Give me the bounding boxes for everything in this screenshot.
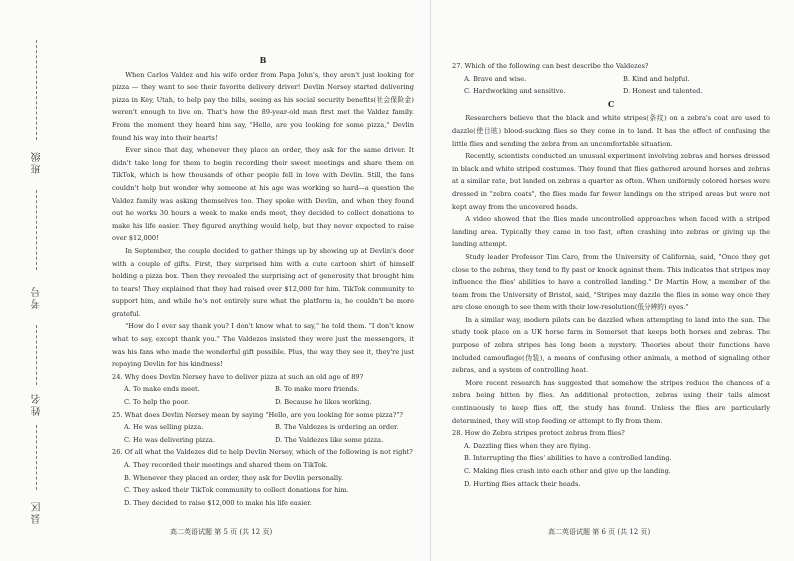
gutter-label-exam-number: 考号: [32, 285, 43, 309]
binding-line: [36, 190, 37, 270]
left-column: [112, 54, 414, 509]
binding-gutter: [0, 0, 60, 561]
section-letter: B: [259, 55, 267, 65]
answer-option: B. To make more friends.: [275, 385, 360, 394]
answer-option: C. Making flies crash into each other and give up the landing.: [464, 467, 671, 475]
answer-option: B. Interrupting the flies' abilities to have a controlled landing.: [464, 454, 672, 463]
section-letter: C: [607, 98, 615, 109]
question-stem: 28. How do Zebra stripes protect zebras from flies?: [452, 429, 625, 438]
passage-paragraph: In September, the couple decided to gather things up by showing up at Devlin's door with a couple of gifts. First, they surprised him with a cute cartoon shirt of himself holding a pizza box. Then they revealed the surprising act of generosity that brought him to tears! They explained that they had raised over $12,000 for him. TikTok community to support him, and while he's not entirely sure what the platform is, he couldn't be more grateful.: [112, 246, 414, 318]
passage-paragraph: Recently, scientists conducted an unusual experiment involving zebras and horses dressed in black and white striped costumes. They found that flies gathered around horses and zebras at a similar rate, but landed on zebras a quarter as often. When uniformly colored horses were dressed in "zebra coats", the flies made far fewer landings on the striped areas but were not kept away from the uncovered heads.: [452, 152, 770, 211]
passage-paragraph: When Carlos Valdez and his wife order from Papa John's, they aren't just looking for pizza — they want to see their favorite delivery driver! Devlin Nersey started delivering pizza in Key, Utah, to help pay the bills, seeing as his social security benefits(社会保险金) weren't enough to live on. That's how the 89-year-old man first met the Valdez family. From the moment they heard him say, "Hello, are you looking for some pizza," Devlin found his way into their hearts!: [112, 70, 414, 142]
answer-option: B. The Valdezes is ordering an order.: [275, 423, 399, 432]
answer-option: A. They recorded their meetings and shared them on TikTok.: [124, 461, 328, 469]
answer-option: D. The Valdezes like some pizza.: [275, 435, 384, 444]
page-footer: 高二英语试题 第 6 页 (共 12 页): [548, 528, 651, 536]
options-group: [452, 73, 770, 98]
passage-paragraph: A video showed that the flies made uncontrolled approaches when faced with a striped landing area. Typically they came in too fast, often crashing into zebras or giving up the landing attempt.: [452, 215, 770, 249]
answer-option: B. Kind and helpful.: [623, 74, 690, 83]
options-group: [112, 421, 414, 446]
answer-option: A. To make ends meet.: [124, 385, 200, 394]
passage-paragraph: Researchers believe that the black and white stripes(条纹) on a zebra's coat are used to dazzle(使目眩) blood-sucking flies so they come in to land. It has the effect of confusing the little flies and sending the zebra from an uncomfortable situation.: [452, 114, 770, 148]
question-stem: 26. Of all what the Valdezes did to help Devlin Nersey, which of the following is not right?: [112, 448, 413, 457]
gutter-label-name: 姓名: [32, 392, 43, 416]
answer-option: D. Because he likes working.: [275, 398, 372, 407]
answer-option: B. Whenever they placed an order, they ask for Devlin personally.: [124, 473, 344, 482]
answer-option: C. They asked their TikTok community to collect donations for him.: [124, 486, 349, 495]
binding-line: [36, 425, 37, 490]
binding-line: [36, 325, 37, 385]
page-fold: [430, 0, 431, 561]
answer-option: D. Hurting flies attack their heads.: [464, 479, 581, 488]
answer-option: C. To help the poor.: [124, 398, 190, 407]
answer-option: A. He was selling pizza.: [124, 423, 204, 432]
options-group: [452, 440, 770, 490]
passage-paragraph: More recent research has suggested that somehow the stripes reduce the chances of a zebra being bitten by flies. An additional protection, zebras using their tails almost continuously to keep flies off, the study has found. Unless the flies are particularly determined, they will stop feeding or attempt to fly from them.: [452, 378, 770, 425]
right-column: [452, 60, 770, 490]
answer-option: C. Hardworking and sensitive.: [464, 87, 566, 96]
gutter-label-district: 县区: [32, 500, 43, 524]
answer-option: A. Brave and wise.: [464, 74, 527, 83]
question-stem: 24. Why does Devlin Nersey have to deliver pizza at such an old age of 89?: [112, 372, 364, 381]
page-footer: 高二英语试题 第 5 页 (共 12 页): [170, 528, 273, 536]
gutter-label-class: 班级: [32, 150, 43, 174]
answer-option: D. Honest and talented.: [623, 87, 703, 96]
passage-paragraph: "How do I ever say thank you? I don't know what to say," he told them. "I don't know what to say, except thank you." The Valdezes insisted they were just the messengers, it was his fans who made the wonderful gift possible. Plus, the way they see it, they're just repaying Devlin for his kindness!: [112, 322, 414, 369]
passage-paragraph: Study leader Professor Tim Caro, from the University of California, said, "Once they get close to the zebras, they tend to fly past or knock against them. This indicates that stripes may influence the flies' abilities to have a controlled landing." Dr Martin How, a member of the team from the University of Bristol, said, "Stripes may dazzle the flies in some way once they are close enough to see them with their low-resolution(低分辨的) eyes.": [452, 252, 770, 312]
answer-option: D. They decided to raise $12,000 to make his life easier.: [124, 498, 312, 507]
passage-paragraph: Ever since that day, whenever they place an order, they ask for the same driver. It didn't take long for them to begin recording their sweet meetings and share them on TikTok, which is how thousands of other people fell in love with Devlin. Still, the fans couldn't help but wonder why someone at his age was working so hard—a question the Valdez family was asking themselves too. They spoke with Devlin, and when they found out he works 30 hours a week to make ends meet, they decided to collect donations to make his life easier. They figured anything would help, but they never expected to raise over $12,000!: [112, 146, 414, 243]
answer-option: A. Dazzling flies when they are flying.: [464, 441, 591, 450]
question-stem: 25. What does Devlin Nersey mean by saying "Hello, are you looking for some pizza?"?: [112, 410, 403, 419]
answer-option: C. He was delivering pizza.: [124, 435, 215, 444]
binding-line: [36, 40, 37, 140]
options-group: [112, 459, 414, 509]
options-group: [112, 383, 414, 408]
passage-paragraph: In a similar way, modern pilots can be dazzled when attempting to land into the sun. The study took place on a UK horse farm in Somerset that keeps both horses and zebras. The purpose of zebra stripes has long been a mystery. Theories about their functions have included camouflage(伪装), a means of confusing other animals, a method of signaling other zebras, and a system of controlling heat.: [452, 315, 770, 375]
question-stem: 27. Which of the following can best describe the Valdezes?: [452, 62, 649, 70]
